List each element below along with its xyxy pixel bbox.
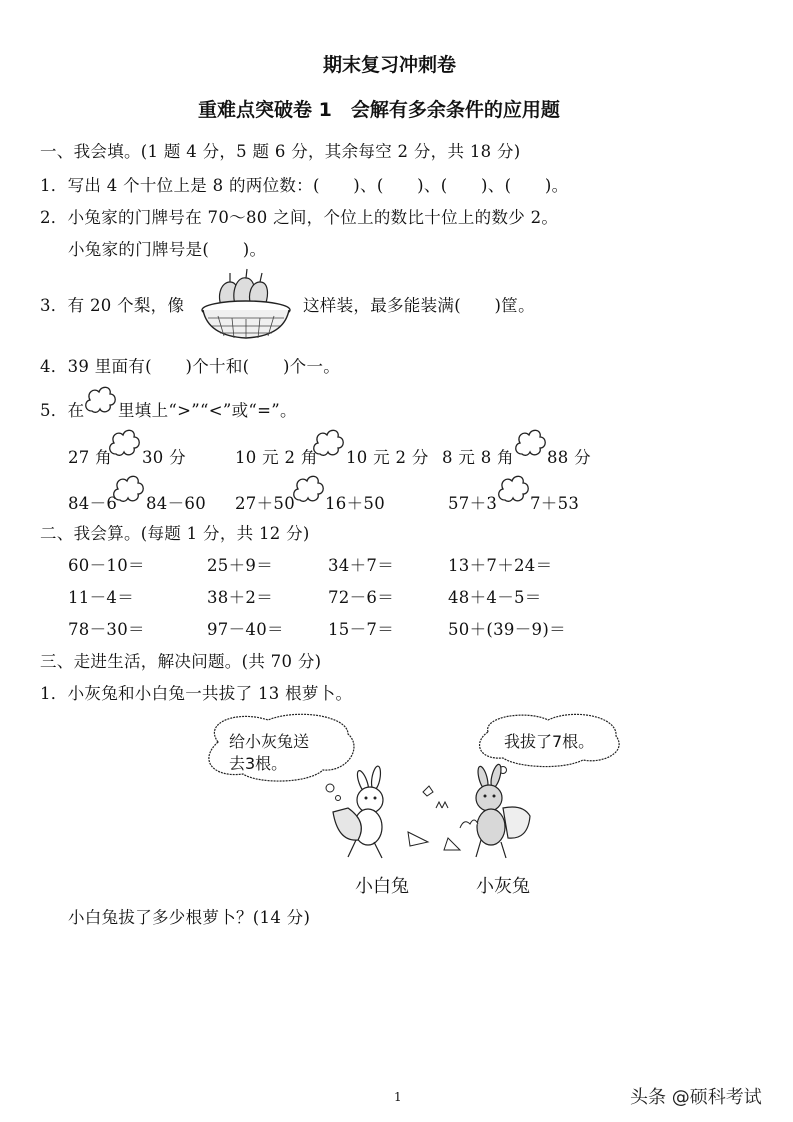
compare-left: 27 角 [68,448,112,467]
page-number: 1 [394,1090,402,1104]
compare-right: 7＋53 [530,494,580,513]
section3-heading: 三、走进生活，解决问题。(共 70 分) [40,652,322,671]
compare-right: 30 分 [142,448,186,467]
compare-left: 27＋50 [235,494,295,513]
speech-bubble-right-text: 我拔了7根。 [504,732,595,751]
question-1-2-line2: 小兔家的门牌号是( )。 [68,240,267,259]
question-1-2-line1: 2．小兔家的门牌号在 70～80 之间，个位上的数比十位上的数少 2。 [40,208,559,227]
compare-right: 84－60 [146,494,206,513]
question-1-4: 4．39 里面有( )个十和( )个一。 [40,357,341,376]
cloud-blank-icon[interactable] [290,472,326,504]
calc-item: 13＋7＋24＝ [448,556,553,575]
question-3-1: 1．小灰兔和小白兔一共拔了 13 根萝卜。 [40,684,353,703]
speech-bubble-left-line2: 去3根。 [229,754,288,773]
calc-item: 60－10＝ [68,556,145,575]
calc-item: 11－4＝ [68,588,134,607]
compare-right: 10 元 2 分 [346,448,429,467]
compare-left: 8 元 8 角 [442,448,514,467]
question-1-1: 1．写出 4 个十位上是 8 的两位数：( )、( )、( )、( )。 [40,176,569,195]
calc-item: 48＋4－5＝ [448,588,542,607]
label-white-rabbit: 小白兔 [355,876,409,897]
label-gray-rabbit: 小灰兔 [476,876,530,897]
question-1-5-part2: 里填上“>”“<”或“=”。 [118,401,297,420]
compare-left: 10 元 2 角 [235,448,318,467]
question-1-3-part1: 3．有 20 个梨，像 [40,296,185,315]
cloud-blank-icon[interactable] [512,426,548,458]
calc-item: 97－40＝ [207,620,284,639]
cloud-blank-icon[interactable] [495,472,531,504]
section2-heading: 二、我会算。(每题 1 分，共 12 分) [40,524,310,543]
compare-right: 88 分 [547,448,591,467]
speech-bubble-left-line1: 给小灰兔送 [229,732,310,751]
page-subtitle: 重难点突破卷 1 会解有多余条件的应用题 [198,99,560,121]
pear-basket-illustration [200,268,292,340]
cloud-blank-icon[interactable] [310,426,346,458]
calc-item: 25＋9＝ [207,556,273,575]
calc-item: 38＋2＝ [207,588,273,607]
cloud-blank-icon[interactable] [110,472,146,504]
compare-left: 84－6 [68,494,118,513]
question-1-5-part1: 5．在 [40,401,85,420]
cloud-blank-icon[interactable] [82,383,118,415]
calc-item: 34＋7＝ [328,556,394,575]
calc-item: 15－7＝ [328,620,394,639]
section1-heading: 一、我会填。(1 题 4 分，5 题 6 分，其余每空 2 分，共 18 分) [40,142,521,161]
page-title: 期末复习冲刺卷 [323,54,457,76]
compare-right: 16＋50 [325,494,385,513]
calc-item: 50＋(39－9)＝ [448,620,566,639]
calc-item: 72－6＝ [328,588,394,607]
cloud-blank-icon[interactable] [106,426,142,458]
question-3-1-ask: 小白兔拔了多少根萝卜？(14 分) [68,908,311,927]
question-1-3-part2: 这样装，最多能装满( )筐。 [303,296,535,315]
compare-left: 57＋3 [448,494,498,513]
calc-item: 78－30＝ [68,620,145,639]
watermark: 头条 @硕科考试 [630,1087,762,1108]
